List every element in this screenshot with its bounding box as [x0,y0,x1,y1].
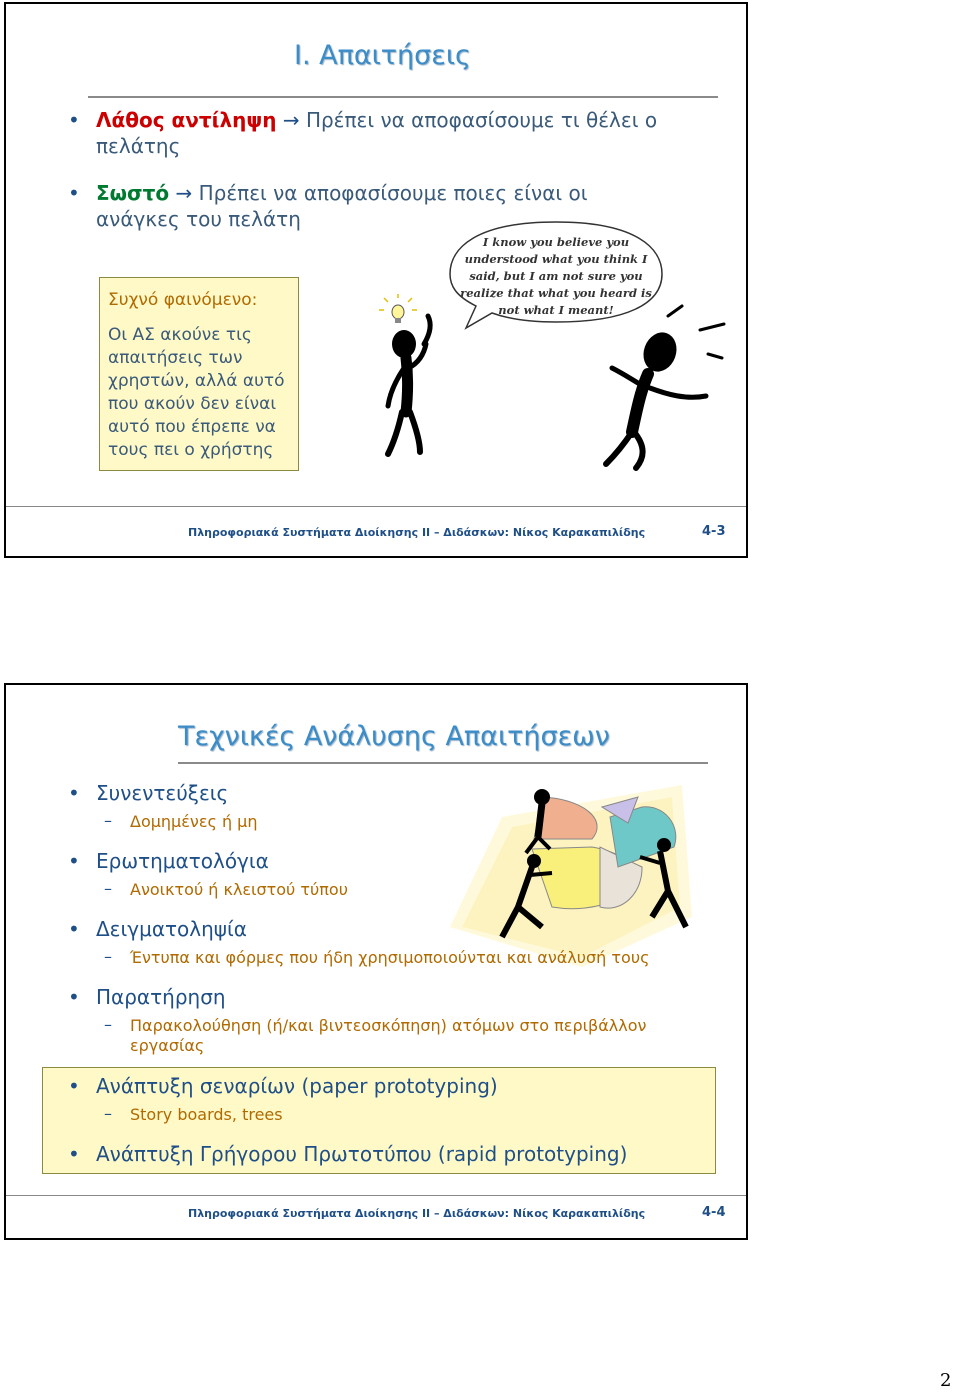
slide-title: Ι. Απαιτήσεις [294,40,471,71]
speech-text: I know you believe you understood what you think I said, but I am not sure you realize that what you heard is not what I meant! [460,235,652,317]
sub-questionnaires: Ανοικτού ή κλειστού τύπου [130,880,348,899]
bullet-misconception [96,107,666,159]
slide-4-3 [4,2,748,558]
sub-dash: – [104,879,112,898]
sub-interviews: Δομημένες ή μη [130,812,258,831]
correct-label: Σωστό [96,181,170,205]
sub-dash: – [104,811,112,830]
item-rapid-prototyping: Ανάπτυξη Γρήγορου Πρωτοτύπου (rapid prototyping) [96,1142,628,1166]
slide-number: 4-3 [702,524,726,539]
sub-paper-prototyping: Story boards, trees [130,1105,283,1124]
slide-title: Τεχνικές Ανάλυσης Απαιτήσεων [178,721,610,752]
pie-chart-clipart-icon [442,777,702,967]
correct-text: Πρέπει να αποφασίσουμε ποιες είναι οι ανάγκες του πελάτη [96,181,588,231]
footer-text: Πληροφοριακά Συστήματα Διοίκησης ΙΙ – Διδάσκων: Νίκος Καρακαπιλίδης [188,526,646,539]
misconception-label: Λάθος αντίληψη [96,108,277,132]
bullet-dot: • [68,108,80,132]
bullet-dot: • [68,1142,80,1166]
note-text: Οι ΑΣ ακούνε τις απαιτήσεις των χρηστών, αλλά αυτό που ακούν δεν είναι αυτό που έπρεπε να τους πει ο χρήστης [108,325,285,460]
item-questionnaires: Ερωτηματολόγια [96,849,269,873]
item-observation: Παρατήρηση [96,985,226,1009]
bullet-dot: • [68,181,80,205]
item-paper-prototyping: Ανάπτυξη σεναρίων (paper prototyping) [96,1074,498,1098]
page-number: 2 [940,1370,952,1391]
thinking-figure-icon [376,294,466,464]
footer-rule [6,1195,746,1196]
slide-number: 4-4 [702,1205,726,1220]
note-heading: Συχνό φαινόμενο: [108,290,258,310]
arrow-right-icon: → [175,181,193,205]
arrow-right-icon: → [282,108,300,132]
bullet-dot: • [68,781,80,805]
item-interviews: Συνεντεύξεις [96,781,229,805]
bullet-dot: • [68,917,80,941]
item-sampling: Δειγματοληψία [96,917,247,941]
bullet-dot: • [68,849,80,873]
misconception-text: Πρέπει να αποφασίσουμε τι θέλει ο πελάτης [96,108,658,158]
sub-dash: – [104,1104,112,1123]
sub-dash: – [104,1015,112,1034]
gesturing-figure-icon [596,304,746,484]
bullet-dot: • [68,985,80,1009]
footer-text: Πληροφοριακά Συστήματα Διοίκησης ΙΙ – Διδάσκων: Νίκος Καρακαπιλίδης [188,1207,646,1220]
title-rule [88,96,718,98]
sub-sampling: Έντυπα και φόρμες που ήδη χρησιμοποιούνται και ανάλυσή τους [130,948,650,967]
slide-4-4 [4,683,748,1240]
note-box [99,277,299,471]
title-rule [178,762,708,764]
bullet-dot: • [68,1074,80,1098]
sub-dash: – [104,947,112,966]
footer-rule [6,506,746,507]
sub-observation: Παρακολούθηση (ή/και βιντεοσκόπηση) ατόμων στο περιβάλλον εργασίας [130,1016,647,1055]
